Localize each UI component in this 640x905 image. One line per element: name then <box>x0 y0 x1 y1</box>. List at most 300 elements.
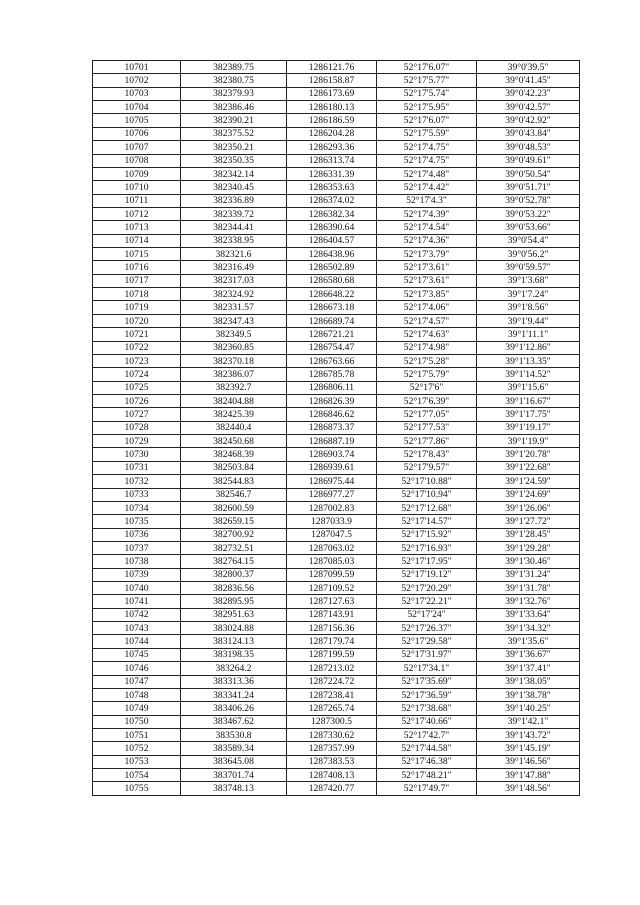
latitude-cell: 52°17'26.37" <box>377 622 477 635</box>
x-coordinate-cell: 382338.95 <box>181 234 287 247</box>
y-coordinate-cell: 1286763.66 <box>287 354 377 367</box>
x-coordinate-cell: 383024.88 <box>181 622 287 635</box>
table-row <box>93 568 580 581</box>
y-coordinate-cell: 1287213.02 <box>287 662 377 675</box>
x-coordinate-cell: 383406.26 <box>181 702 287 715</box>
y-coordinate-cell: 1287127.63 <box>287 595 377 608</box>
table-row <box>93 461 580 474</box>
y-coordinate-cell: 1287420.77 <box>287 782 377 795</box>
latitude-cell: 52°17'8.43" <box>377 448 477 461</box>
longitude-cell: 39°1'14.52" <box>477 368 580 381</box>
latitude-cell: 52°17'6.07" <box>377 61 477 74</box>
point-id-cell: 10720 <box>93 314 181 327</box>
latitude-cell: 52°17'4.3" <box>377 194 477 207</box>
longitude-cell: 39°0'54.4" <box>477 234 580 247</box>
point-id-cell: 10703 <box>93 87 181 100</box>
x-coordinate-cell: 382386.46 <box>181 101 287 114</box>
y-coordinate-cell: 1287300.5 <box>287 715 377 728</box>
x-coordinate-cell: 382764.15 <box>181 555 287 568</box>
latitude-cell: 52°17'5.28" <box>377 354 477 367</box>
y-coordinate-cell: 1286689.74 <box>287 314 377 327</box>
table-row <box>93 541 580 554</box>
table-row <box>93 381 580 394</box>
x-coordinate-cell: 382732.51 <box>181 541 287 554</box>
longitude-cell: 39°1'15.6" <box>477 381 580 394</box>
table-row <box>93 194 580 207</box>
latitude-cell: 52°17'3.79" <box>377 248 477 261</box>
y-coordinate-cell: 1286785.78 <box>287 368 377 381</box>
longitude-cell: 39°1'7.24" <box>477 288 580 301</box>
latitude-cell: 52°17'4.57" <box>377 314 477 327</box>
point-id-cell: 10705 <box>93 114 181 127</box>
y-coordinate-cell: 1286806.11 <box>287 381 377 394</box>
y-coordinate-cell: 1286846.62 <box>287 408 377 421</box>
latitude-cell: 52°17'38.68" <box>377 702 477 715</box>
point-id-cell: 10738 <box>93 555 181 568</box>
table-row <box>93 742 580 755</box>
x-coordinate-cell: 382450.68 <box>181 435 287 448</box>
longitude-cell: 39°1'8.56" <box>477 301 580 314</box>
table-row <box>93 408 580 421</box>
y-coordinate-cell: 1287408.13 <box>287 769 377 782</box>
point-id-cell: 10754 <box>93 769 181 782</box>
latitude-cell: 52°17'5.77" <box>377 74 477 87</box>
table-row <box>93 702 580 715</box>
latitude-cell: 52°17'42.7" <box>377 728 477 741</box>
table-row <box>93 61 580 74</box>
latitude-cell: 52°17'22.21" <box>377 595 477 608</box>
longitude-cell: 39°0'42.92" <box>477 114 580 127</box>
table-row <box>93 221 580 234</box>
point-id-cell: 10724 <box>93 368 181 381</box>
point-id-cell: 10745 <box>93 648 181 661</box>
latitude-cell: 52°17'6.07" <box>377 114 477 127</box>
point-id-cell: 10727 <box>93 408 181 421</box>
longitude-cell: 39°1'40.25" <box>477 702 580 715</box>
x-coordinate-cell: 382386.07 <box>181 368 287 381</box>
table-row <box>93 435 580 448</box>
x-coordinate-cell: 383124.13 <box>181 635 287 648</box>
latitude-cell: 52°17'44.58" <box>377 742 477 755</box>
longitude-cell: 39°1'43.72" <box>477 728 580 741</box>
longitude-cell: 39°1'20.78" <box>477 448 580 461</box>
y-coordinate-cell: 1286673.18 <box>287 301 377 314</box>
x-coordinate-cell: 382404.88 <box>181 394 287 407</box>
y-coordinate-cell: 1287330.62 <box>287 728 377 741</box>
y-coordinate-cell: 1286648.22 <box>287 288 377 301</box>
x-coordinate-cell: 382370.18 <box>181 354 287 367</box>
point-id-cell: 10706 <box>93 127 181 140</box>
longitude-cell: 39°1'48.56" <box>477 782 580 795</box>
latitude-cell: 52°17'46.38" <box>377 755 477 768</box>
latitude-cell: 52°17'14.57" <box>377 515 477 528</box>
latitude-cell: 52°17'29.58" <box>377 635 477 648</box>
longitude-cell: 39°0'43.84" <box>477 127 580 140</box>
latitude-cell: 52°17'6" <box>377 381 477 394</box>
x-coordinate-cell: 383341.24 <box>181 688 287 701</box>
latitude-cell: 52°17'9.57" <box>377 461 477 474</box>
longitude-cell: 39°1'29.28" <box>477 541 580 554</box>
y-coordinate-cell: 1286374.02 <box>287 194 377 207</box>
table-row <box>93 114 580 127</box>
x-coordinate-cell: 382316.49 <box>181 261 287 274</box>
longitude-cell: 39°1'12.86" <box>477 341 580 354</box>
table-row <box>93 421 580 434</box>
latitude-cell: 52°17'3.61" <box>377 261 477 274</box>
y-coordinate-cell: 1287383.53 <box>287 755 377 768</box>
longitude-cell: 39°1'19.9" <box>477 435 580 448</box>
y-coordinate-cell: 1287156.36 <box>287 622 377 635</box>
latitude-cell: 52°17'4.54" <box>377 221 477 234</box>
y-coordinate-cell: 1286382.34 <box>287 207 377 220</box>
table-row <box>93 675 580 688</box>
y-coordinate-cell: 1286313.74 <box>287 154 377 167</box>
table-row <box>93 755 580 768</box>
x-coordinate-cell: 382317.03 <box>181 274 287 287</box>
x-coordinate-cell: 382324.92 <box>181 288 287 301</box>
latitude-cell: 52°17'24" <box>377 608 477 621</box>
x-coordinate-cell: 382659.15 <box>181 515 287 528</box>
latitude-cell: 52°17'4.98" <box>377 341 477 354</box>
latitude-cell: 52°17'4.48" <box>377 167 477 180</box>
longitude-cell: 39°1'45.19" <box>477 742 580 755</box>
table-row <box>93 368 580 381</box>
y-coordinate-cell: 1286158.87 <box>287 74 377 87</box>
x-coordinate-cell: 382331.57 <box>181 301 287 314</box>
longitude-cell: 39°1'24.69" <box>477 488 580 501</box>
longitude-cell: 39°1'26.06" <box>477 501 580 514</box>
point-id-cell: 10737 <box>93 541 181 554</box>
table-row <box>93 74 580 87</box>
y-coordinate-cell: 1287063.02 <box>287 541 377 554</box>
latitude-cell: 52°17'4.39" <box>377 207 477 220</box>
latitude-cell: 52°17'40.66" <box>377 715 477 728</box>
latitude-cell: 52°17'4.75" <box>377 141 477 154</box>
y-coordinate-cell: 1286293.36 <box>287 141 377 154</box>
latitude-cell: 52°17'10.88" <box>377 475 477 488</box>
table-row <box>93 354 580 367</box>
longitude-cell: 39°0'39.5" <box>477 61 580 74</box>
x-coordinate-cell: 382344.41 <box>181 221 287 234</box>
point-id-cell: 10722 <box>93 341 181 354</box>
table-row <box>93 314 580 327</box>
y-coordinate-cell: 1286173.69 <box>287 87 377 100</box>
longitude-cell: 39°1'28.45" <box>477 528 580 541</box>
x-coordinate-cell: 382392.7 <box>181 381 287 394</box>
x-coordinate-cell: 382544.83 <box>181 475 287 488</box>
y-coordinate-cell: 1286121.76 <box>287 61 377 74</box>
x-coordinate-cell: 382503.84 <box>181 461 287 474</box>
coordinates-table <box>92 60 580 796</box>
longitude-cell: 39°0'42.57" <box>477 101 580 114</box>
point-id-cell: 10726 <box>93 394 181 407</box>
table-row <box>93 448 580 461</box>
point-id-cell: 10711 <box>93 194 181 207</box>
longitude-cell: 39°1'38.05" <box>477 675 580 688</box>
latitude-cell: 52°17'5.95" <box>377 101 477 114</box>
longitude-cell: 39°1'24.59" <box>477 475 580 488</box>
longitude-cell: 39°1'46.56" <box>477 755 580 768</box>
x-coordinate-cell: 383467.62 <box>181 715 287 728</box>
latitude-cell: 52°17'6.39" <box>377 394 477 407</box>
longitude-cell: 39°1'9.44" <box>477 314 580 327</box>
y-coordinate-cell: 1287179.74 <box>287 635 377 648</box>
latitude-cell: 52°17'35.69" <box>377 675 477 688</box>
x-coordinate-cell: 382390.21 <box>181 114 287 127</box>
point-id-cell: 10715 <box>93 248 181 261</box>
latitude-cell: 52°17'4.42" <box>377 181 477 194</box>
point-id-cell: 10741 <box>93 595 181 608</box>
x-coordinate-cell: 382347.43 <box>181 314 287 327</box>
y-coordinate-cell: 1286939.61 <box>287 461 377 474</box>
x-coordinate-cell: 382800.37 <box>181 568 287 581</box>
point-id-cell: 10717 <box>93 274 181 287</box>
latitude-cell: 52°17'49.7" <box>377 782 477 795</box>
x-coordinate-cell: 382350.21 <box>181 141 287 154</box>
y-coordinate-cell: 1287143.91 <box>287 608 377 621</box>
x-coordinate-cell: 382468.39 <box>181 448 287 461</box>
point-id-cell: 10732 <box>93 475 181 488</box>
point-id-cell: 10740 <box>93 582 181 595</box>
longitude-cell: 39°1'17.75" <box>477 408 580 421</box>
y-coordinate-cell: 1286887.19 <box>287 435 377 448</box>
table-row <box>93 782 580 795</box>
table-row <box>93 528 580 541</box>
x-coordinate-cell: 383313.36 <box>181 675 287 688</box>
latitude-cell: 52°17'5.79" <box>377 368 477 381</box>
table-row <box>93 341 580 354</box>
y-coordinate-cell: 1286404.57 <box>287 234 377 247</box>
y-coordinate-cell: 1287109.52 <box>287 582 377 595</box>
table-row <box>93 688 580 701</box>
table-row <box>93 728 580 741</box>
y-coordinate-cell: 1287099.59 <box>287 568 377 581</box>
x-coordinate-cell: 382389.75 <box>181 61 287 74</box>
longitude-cell: 39°1'37.41" <box>477 662 580 675</box>
point-id-cell: 10746 <box>93 662 181 675</box>
point-id-cell: 10731 <box>93 461 181 474</box>
longitude-cell: 39°1'42.1" <box>477 715 580 728</box>
y-coordinate-cell: 1286721.21 <box>287 328 377 341</box>
point-id-cell: 10744 <box>93 635 181 648</box>
latitude-cell: 52°17'34.1" <box>377 662 477 675</box>
table-row <box>93 635 580 648</box>
table-row <box>93 181 580 194</box>
x-coordinate-cell: 382600.59 <box>181 501 287 514</box>
point-id-cell: 10719 <box>93 301 181 314</box>
table-row <box>93 582 580 595</box>
x-coordinate-cell: 382350.35 <box>181 154 287 167</box>
table-row <box>93 87 580 100</box>
point-id-cell: 10718 <box>93 288 181 301</box>
latitude-cell: 52°17'7.86" <box>377 435 477 448</box>
longitude-cell: 39°1'27.72" <box>477 515 580 528</box>
point-id-cell: 10713 <box>93 221 181 234</box>
point-id-cell: 10704 <box>93 101 181 114</box>
longitude-cell: 39°1'13.35" <box>477 354 580 367</box>
x-coordinate-cell: 382342.14 <box>181 167 287 180</box>
table-row <box>93 288 580 301</box>
point-id-cell: 10714 <box>93 234 181 247</box>
x-coordinate-cell: 382336.89 <box>181 194 287 207</box>
longitude-cell: 39°0'52.78" <box>477 194 580 207</box>
y-coordinate-cell: 1286826.39 <box>287 394 377 407</box>
latitude-cell: 52°17'7.53" <box>377 421 477 434</box>
x-coordinate-cell: 382380.75 <box>181 74 287 87</box>
x-coordinate-cell: 383645.08 <box>181 755 287 768</box>
point-id-cell: 10709 <box>93 167 181 180</box>
table-row <box>93 555 580 568</box>
latitude-cell: 52°17'3.85" <box>377 288 477 301</box>
point-id-cell: 10747 <box>93 675 181 688</box>
x-coordinate-cell: 382951.63 <box>181 608 287 621</box>
point-id-cell: 10728 <box>93 421 181 434</box>
point-id-cell: 10730 <box>93 448 181 461</box>
y-coordinate-cell: 1286186.59 <box>287 114 377 127</box>
y-coordinate-cell: 1287357.99 <box>287 742 377 755</box>
longitude-cell: 39°1'35.6" <box>477 635 580 648</box>
longitude-cell: 39°0'53.66" <box>477 221 580 234</box>
longitude-cell: 39°1'22.68" <box>477 461 580 474</box>
latitude-cell: 52°17'5.74" <box>377 87 477 100</box>
longitude-cell: 39°0'51.71" <box>477 181 580 194</box>
point-id-cell: 10708 <box>93 154 181 167</box>
x-coordinate-cell: 382349.5 <box>181 328 287 341</box>
table-row <box>93 127 580 140</box>
x-coordinate-cell: 383198.35 <box>181 648 287 661</box>
table-row <box>93 608 580 621</box>
longitude-cell: 39°1'31.78" <box>477 582 580 595</box>
longitude-cell: 39°1'16.67" <box>477 394 580 407</box>
table-row <box>93 141 580 154</box>
point-id-cell: 10702 <box>93 74 181 87</box>
table-row <box>93 488 580 501</box>
latitude-cell: 52°17'3.61" <box>377 274 477 287</box>
longitude-cell: 39°1'34.32" <box>477 622 580 635</box>
latitude-cell: 52°17'10.94" <box>377 488 477 501</box>
y-coordinate-cell: 1287002.83 <box>287 501 377 514</box>
point-id-cell: 10755 <box>93 782 181 795</box>
x-coordinate-cell: 382375.52 <box>181 127 287 140</box>
longitude-cell: 39°1'47.88" <box>477 769 580 782</box>
y-coordinate-cell: 1286975.44 <box>287 475 377 488</box>
table-row <box>93 261 580 274</box>
y-coordinate-cell: 1286903.74 <box>287 448 377 461</box>
latitude-cell: 52°17'48.21" <box>377 769 477 782</box>
point-id-cell: 10725 <box>93 381 181 394</box>
latitude-cell: 52°17'19.12" <box>377 568 477 581</box>
x-coordinate-cell: 383264.2 <box>181 662 287 675</box>
point-id-cell: 10749 <box>93 702 181 715</box>
latitude-cell: 52°17'7.05" <box>377 408 477 421</box>
point-id-cell: 10734 <box>93 501 181 514</box>
y-coordinate-cell: 1286977.27 <box>287 488 377 501</box>
table-row <box>93 715 580 728</box>
point-id-cell: 10723 <box>93 354 181 367</box>
point-id-cell: 10729 <box>93 435 181 448</box>
point-id-cell: 10739 <box>93 568 181 581</box>
table-row <box>93 301 580 314</box>
y-coordinate-cell: 1286438.96 <box>287 248 377 261</box>
table-row <box>93 394 580 407</box>
x-coordinate-cell: 382440.4 <box>181 421 287 434</box>
longitude-cell: 39°1'32.76" <box>477 595 580 608</box>
y-coordinate-cell: 1286353.63 <box>287 181 377 194</box>
longitude-cell: 39°0'50.54" <box>477 167 580 180</box>
y-coordinate-cell: 1287224.72 <box>287 675 377 688</box>
table-row <box>93 207 580 220</box>
y-coordinate-cell: 1287085.03 <box>287 555 377 568</box>
longitude-cell: 39°0'48.53" <box>477 141 580 154</box>
table-row <box>93 234 580 247</box>
table-row <box>93 622 580 635</box>
longitude-cell: 39°1'30.46" <box>477 555 580 568</box>
x-coordinate-cell: 382339.72 <box>181 207 287 220</box>
latitude-cell: 52°17'5.59" <box>377 127 477 140</box>
longitude-cell: 39°1'36.67" <box>477 648 580 661</box>
longitude-cell: 39°1'33.64" <box>477 608 580 621</box>
y-coordinate-cell: 1287047.5 <box>287 528 377 541</box>
x-coordinate-cell: 383701.74 <box>181 769 287 782</box>
latitude-cell: 52°17'4.36" <box>377 234 477 247</box>
table-row <box>93 515 580 528</box>
x-coordinate-cell: 383530.8 <box>181 728 287 741</box>
latitude-cell: 52°17'4.75" <box>377 154 477 167</box>
point-id-cell: 10750 <box>93 715 181 728</box>
longitude-cell: 39°0'59.57" <box>477 261 580 274</box>
point-id-cell: 10716 <box>93 261 181 274</box>
y-coordinate-cell: 1286754.47 <box>287 341 377 354</box>
point-id-cell: 10735 <box>93 515 181 528</box>
table-row <box>93 595 580 608</box>
table-row <box>93 154 580 167</box>
point-id-cell: 10743 <box>93 622 181 635</box>
y-coordinate-cell: 1286580.68 <box>287 274 377 287</box>
y-coordinate-cell: 1287199.59 <box>287 648 377 661</box>
x-coordinate-cell: 383589.34 <box>181 742 287 755</box>
longitude-cell: 39°1'11.1" <box>477 328 580 341</box>
y-coordinate-cell: 1286204.28 <box>287 127 377 140</box>
longitude-cell: 39°0'56.2" <box>477 248 580 261</box>
point-id-cell: 10736 <box>93 528 181 541</box>
table-row <box>93 501 580 514</box>
point-id-cell: 10707 <box>93 141 181 154</box>
point-id-cell: 10748 <box>93 688 181 701</box>
latitude-cell: 52°17'31.97" <box>377 648 477 661</box>
x-coordinate-cell: 382379.93 <box>181 87 287 100</box>
y-coordinate-cell: 1286390.64 <box>287 221 377 234</box>
x-coordinate-cell: 382895.95 <box>181 595 287 608</box>
x-coordinate-cell: 382700.92 <box>181 528 287 541</box>
x-coordinate-cell: 382836.56 <box>181 582 287 595</box>
table-row <box>93 328 580 341</box>
x-coordinate-cell: 382425.39 <box>181 408 287 421</box>
point-id-cell: 10751 <box>93 728 181 741</box>
table-row <box>93 475 580 488</box>
y-coordinate-cell: 1286331.39 <box>287 167 377 180</box>
table-row <box>93 167 580 180</box>
point-id-cell: 10712 <box>93 207 181 220</box>
longitude-cell: 39°1'31.24" <box>477 568 580 581</box>
latitude-cell: 52°17'36.59" <box>377 688 477 701</box>
latitude-cell: 52°17'17.95" <box>377 555 477 568</box>
table-row <box>93 248 580 261</box>
table-row <box>93 101 580 114</box>
point-id-cell: 10752 <box>93 742 181 755</box>
table-row <box>93 769 580 782</box>
point-id-cell: 10701 <box>93 61 181 74</box>
point-id-cell: 10710 <box>93 181 181 194</box>
